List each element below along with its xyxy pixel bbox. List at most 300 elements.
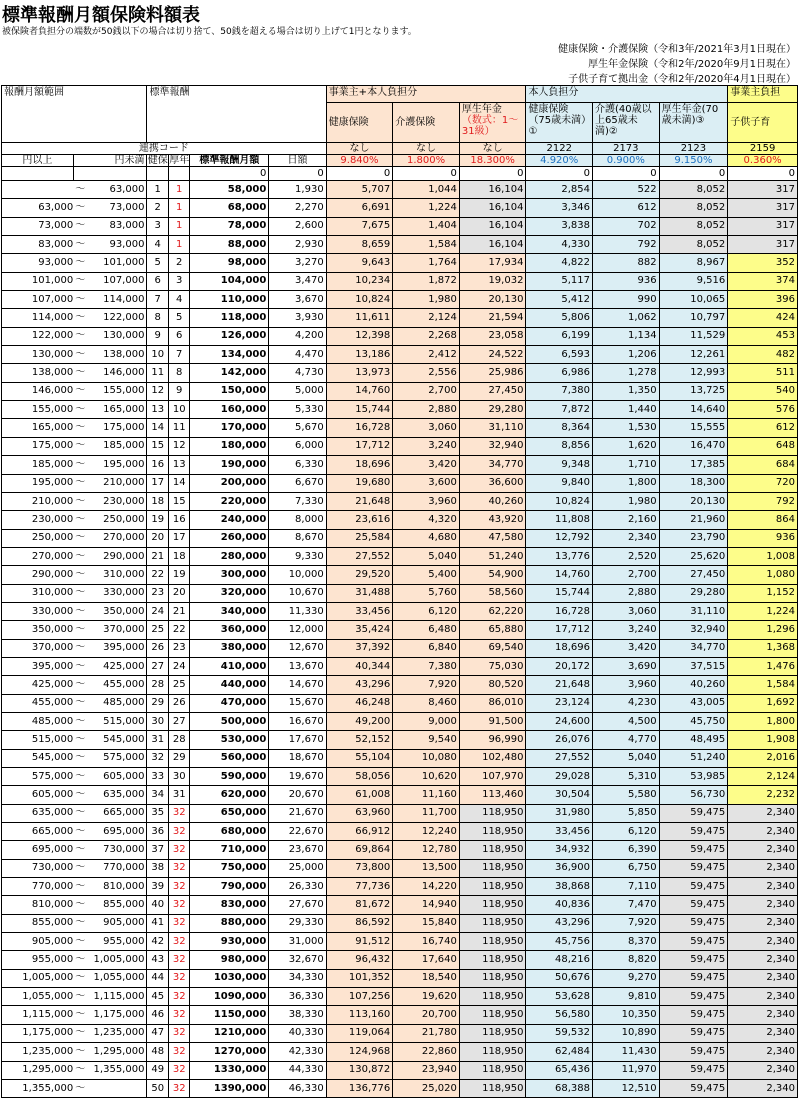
employer-child: 1,908	[728, 731, 798, 749]
daily-amount: 25,000	[269, 859, 326, 877]
standard-amount: 1210,000	[190, 1024, 269, 1042]
range-from: 515,000	[2, 731, 74, 749]
person-health: 23,124	[526, 694, 593, 712]
both-health: 58,056	[326, 768, 393, 786]
range-separator: 〜	[75, 972, 86, 984]
employer-child: 2,340	[728, 1061, 798, 1079]
range-separator: 〜	[75, 1009, 86, 1021]
both-health: 5,707	[326, 181, 393, 199]
range-to-value: 195,000	[103, 458, 145, 470]
link-code: 2173	[593, 143, 660, 155]
employer-child: 2,340	[728, 914, 798, 932]
grade-kounen: 32	[168, 914, 190, 932]
range-to	[73, 749, 147, 767]
range-from: 230,000	[2, 511, 74, 529]
daily-amount: 20,670	[269, 786, 326, 804]
person-care: 5,310	[593, 768, 660, 786]
range-from: 485,000	[2, 712, 74, 730]
person-care: 2,160	[593, 511, 660, 529]
employer-child: 2,340	[728, 1006, 798, 1024]
standard-amount: 240,000	[190, 511, 269, 529]
range-separator: 〜	[75, 660, 86, 672]
standard-amount: 280,000	[190, 547, 269, 565]
grade-kenpo: 14	[147, 419, 169, 437]
range-from: 1,005,000	[2, 969, 74, 987]
group-both-header: 事業主+本人負担分	[326, 86, 526, 103]
column-header-row	[2, 155, 798, 167]
both-pension: 31,110	[459, 419, 526, 437]
both-health: 16,728	[326, 419, 393, 437]
daily-amount: 18,670	[269, 749, 326, 767]
employer-child: 396	[728, 291, 798, 309]
grade-kounen: 22	[168, 621, 190, 639]
person-health: 15,744	[526, 584, 593, 602]
range-from: 1,115,000	[2, 1006, 74, 1024]
grade-kenpo: 12	[147, 382, 169, 400]
link-code: なし	[459, 143, 526, 155]
both-care: 7,920	[393, 676, 460, 694]
both-health: 19,680	[326, 474, 393, 492]
grade-kenpo: 29	[147, 694, 169, 712]
grade-kenpo: 19	[147, 511, 169, 529]
range-to	[73, 346, 147, 364]
person-care: 882	[593, 254, 660, 272]
standard-amount: 680,000	[190, 823, 269, 841]
person-health: 24,600	[526, 712, 593, 730]
standard-amount: 410,000	[190, 657, 269, 675]
both-care: 1,224	[393, 199, 460, 217]
range-from: 146,000	[2, 382, 74, 400]
range-to	[73, 786, 147, 804]
person-care: 3,960	[593, 676, 660, 694]
person-pension: 12,261	[659, 346, 728, 364]
standard-amount: 220,000	[190, 492, 269, 510]
range-to-value: 905,000	[103, 917, 145, 929]
daily-amount: 26,330	[269, 878, 326, 896]
standard-amount: 360,000	[190, 621, 269, 639]
table-row	[2, 878, 798, 896]
employer-child: 2,016	[728, 749, 798, 767]
standard-amount: 1390,000	[190, 1079, 269, 1097]
col-care-header: 介護保険	[393, 103, 460, 143]
standard-amount: 200,000	[190, 474, 269, 492]
range-from: 310,000	[2, 584, 74, 602]
both-health: 61,008	[326, 786, 393, 804]
standard-amount: 88,000	[190, 236, 269, 254]
person-care: 3,240	[593, 621, 660, 639]
standard-amount: 340,000	[190, 602, 269, 620]
range-to-value: 138,000	[103, 348, 145, 360]
grade-kounen: 7	[168, 346, 190, 364]
range-to	[73, 382, 147, 400]
both-care: 22,860	[393, 1043, 460, 1061]
table-row	[2, 382, 798, 400]
person-pension: 16,470	[659, 437, 728, 455]
range-from: 101,000	[2, 272, 74, 290]
range-separator: 〜	[75, 348, 86, 360]
both-care: 14,940	[393, 896, 460, 914]
person-health: 27,552	[526, 749, 593, 767]
range-separator: 〜	[75, 202, 86, 214]
range-to-value: 101,000	[103, 257, 145, 269]
employer-child: 792	[728, 492, 798, 510]
person-health: 30,504	[526, 786, 593, 804]
daily-amount: 2,600	[269, 217, 326, 235]
daily-amount: 34,330	[269, 969, 326, 987]
range-separator: 〜	[75, 715, 86, 727]
standard-amount: 650,000	[190, 804, 269, 822]
grade-kenpo: 45	[147, 988, 169, 1006]
range-to	[73, 456, 147, 474]
range-separator: 〜	[75, 330, 86, 342]
person-care: 1,440	[593, 401, 660, 419]
daily-amount: 12,000	[269, 621, 326, 639]
range-to-value: 855,000	[103, 899, 145, 911]
range-to-value: 605,000	[103, 770, 145, 782]
both-health: 81,672	[326, 896, 393, 914]
range-to	[73, 474, 147, 492]
range-to	[73, 547, 147, 565]
zero-cell: 0	[526, 167, 593, 181]
range-to	[73, 1024, 147, 1042]
grade-kenpo: 40	[147, 896, 169, 914]
person-pension: 17,385	[659, 456, 728, 474]
both-health: 11,611	[326, 309, 393, 327]
range-from: 330,000	[2, 602, 74, 620]
person-health: 10,824	[526, 492, 593, 510]
date-line-child: 子供子育て拠出金（令和2年/2020年4月1日現在）	[568, 74, 796, 85]
grade-kenpo: 46	[147, 1006, 169, 1024]
link-code-label: 連携コード	[2, 143, 327, 155]
person-health: 62,484	[526, 1043, 593, 1061]
table-row	[2, 621, 798, 639]
range-to-value: 545,000	[103, 733, 145, 745]
rate-health: 9.840%	[326, 155, 393, 167]
grade-kenpo: 2	[147, 199, 169, 217]
daily-amount: 5,000	[269, 382, 326, 400]
employer-child: 2,340	[728, 1024, 798, 1042]
range-to	[73, 1079, 147, 1097]
range-to	[73, 584, 147, 602]
standard-amount: 150,000	[190, 382, 269, 400]
standard-amount: 1150,000	[190, 1006, 269, 1024]
standard-amount: 180,000	[190, 437, 269, 455]
both-pension: 47,580	[459, 529, 526, 547]
person-care: 8,820	[593, 951, 660, 969]
range-separator: 〜	[75, 899, 86, 911]
grade-kounen: 21	[168, 602, 190, 620]
range-to	[73, 731, 147, 749]
range-from: 93,000	[2, 254, 74, 272]
standard-amount: 380,000	[190, 639, 269, 657]
grade-kounen: 32	[168, 896, 190, 914]
range-to-value: 290,000	[103, 550, 145, 562]
table-row	[2, 584, 798, 602]
person-care: 6,120	[593, 823, 660, 841]
daily-amount: 27,670	[269, 896, 326, 914]
person-care: 11,430	[593, 1043, 660, 1061]
employer-child: 317	[728, 217, 798, 235]
both-health: 14,760	[326, 382, 393, 400]
grade-kenpo: 27	[147, 657, 169, 675]
both-care: 11,700	[393, 804, 460, 822]
person-care: 1,710	[593, 456, 660, 474]
date-line-pension: 厚生年金保険（令和2年/2020年9月1日現在）	[588, 59, 796, 70]
range-to-value: 1,235,000	[93, 1027, 145, 1039]
group-employer-header: 事業主負担	[728, 86, 798, 103]
standard-amount: 1330,000	[190, 1061, 269, 1079]
rate-care: 1.800%	[393, 155, 460, 167]
header-row-1	[2, 86, 798, 103]
person-pension: 53,985	[659, 768, 728, 786]
range-to-value: 1,115,000	[93, 990, 145, 1002]
group-person-header: 本人負担分	[526, 86, 728, 103]
range-to	[73, 841, 147, 859]
grade-kenpo: 33	[147, 768, 169, 786]
both-care: 3,960	[393, 492, 460, 510]
employer-child: 1,476	[728, 657, 798, 675]
table-row	[2, 291, 798, 309]
grade-kenpo: 49	[147, 1061, 169, 1079]
grade-kounen: 32	[168, 969, 190, 987]
grade-kenpo: 36	[147, 823, 169, 841]
range-to	[73, 694, 147, 712]
employer-child: 2,340	[728, 1079, 798, 1097]
grade-kenpo: 9	[147, 327, 169, 345]
grade-kenpo: 43	[147, 951, 169, 969]
employer-child: 612	[728, 419, 798, 437]
zero-cell: 0	[459, 167, 526, 181]
grade-kenpo: 47	[147, 1024, 169, 1042]
range-separator: 〜	[75, 990, 86, 1002]
rate-p-health: 4.920%	[526, 155, 593, 167]
range-separator: 〜	[75, 807, 86, 819]
person-health: 8,364	[526, 419, 593, 437]
grade-kounen: 2	[168, 254, 190, 272]
person-pension: 59,475	[659, 969, 728, 987]
range-from: 425,000	[2, 676, 74, 694]
person-pension: 10,065	[659, 291, 728, 309]
range-to	[73, 511, 147, 529]
daily-amount: 31,000	[269, 933, 326, 951]
daily-amount: 19,670	[269, 768, 326, 786]
table-row	[2, 694, 798, 712]
standard-amount: 440,000	[190, 676, 269, 694]
both-care: 2,556	[393, 364, 460, 382]
employer-child: 936	[728, 529, 798, 547]
person-health: 48,216	[526, 951, 593, 969]
both-care: 5,040	[393, 547, 460, 565]
employer-child: 2,340	[728, 841, 798, 859]
both-care: 12,780	[393, 841, 460, 859]
person-health: 65,436	[526, 1061, 593, 1079]
daily-amount: 42,330	[269, 1043, 326, 1061]
both-health: 29,520	[326, 566, 393, 584]
both-pension: 54,900	[459, 566, 526, 584]
standard-amount: 470,000	[190, 694, 269, 712]
both-pension: 34,770	[459, 456, 526, 474]
range-to	[73, 401, 147, 419]
person-care: 1,206	[593, 346, 660, 364]
range-separator: 〜	[75, 1064, 86, 1076]
table-row	[2, 364, 798, 382]
range-to-value: 1,055,000	[93, 972, 145, 984]
grade-kounen: 32	[168, 951, 190, 969]
standard-amount: 300,000	[190, 566, 269, 584]
range-separator: 〜	[75, 880, 86, 892]
range-from: 955,000	[2, 951, 74, 969]
person-health: 5,806	[526, 309, 593, 327]
both-health: 40,344	[326, 657, 393, 675]
standard-amount: 500,000	[190, 712, 269, 730]
person-pension: 59,475	[659, 914, 728, 932]
table-row	[2, 988, 798, 1006]
daily-amount: 10,000	[269, 566, 326, 584]
grade-kenpo: 4	[147, 236, 169, 254]
person-pension: 48,495	[659, 731, 728, 749]
range-to-value: 635,000	[103, 789, 145, 801]
range-separator: 〜	[75, 954, 86, 966]
daily-amount: 32,670	[269, 951, 326, 969]
employer-child: 2,340	[728, 1043, 798, 1061]
person-pension: 20,130	[659, 492, 728, 510]
person-care: 11,970	[593, 1061, 660, 1079]
rounding-note: 被保険者負担分の端数が50銭以下の場合は切り捨て、50銭を超える場合は切り上げて1円となります。	[2, 27, 417, 37]
person-care: 612	[593, 199, 660, 217]
both-pension: 23,058	[459, 327, 526, 345]
table-row	[2, 511, 798, 529]
range-separator: 〜	[75, 183, 86, 195]
grade-kenpo: 17	[147, 474, 169, 492]
range-to	[73, 676, 147, 694]
range-to	[73, 1061, 147, 1079]
both-pension: 16,104	[459, 199, 526, 217]
range-from: 290,000	[2, 566, 74, 584]
employer-child: 317	[728, 199, 798, 217]
range-header: 報酬月額範囲	[2, 86, 147, 143]
range-to	[73, 768, 147, 786]
person-care: 6,750	[593, 859, 660, 877]
col-daily-header: 日額	[269, 155, 326, 167]
person-health: 2,854	[526, 181, 593, 199]
person-care: 7,920	[593, 914, 660, 932]
range-to-value: 122,000	[103, 312, 145, 324]
range-to	[73, 419, 147, 437]
grade-kenpo: 5	[147, 254, 169, 272]
both-pension: 96,990	[459, 731, 526, 749]
person-care: 2,700	[593, 566, 660, 584]
range-to	[73, 254, 147, 272]
standard-amount: 118,000	[190, 309, 269, 327]
both-health: 25,584	[326, 529, 393, 547]
employer-child: 2,340	[728, 823, 798, 841]
both-care: 12,240	[393, 823, 460, 841]
col-kounen-header: 厚年	[169, 154, 190, 166]
grade-kenpo: 28	[147, 676, 169, 694]
table-row	[2, 492, 798, 510]
daily-amount: 44,330	[269, 1061, 326, 1079]
range-separator: 〜	[75, 917, 86, 929]
daily-amount: 8,670	[269, 529, 326, 547]
daily-amount: 5,330	[269, 401, 326, 419]
both-health: 52,152	[326, 731, 393, 749]
person-pension: 59,475	[659, 823, 728, 841]
person-care: 4,230	[593, 694, 660, 712]
range-separator: 〜	[75, 623, 86, 635]
range-to-value: 250,000	[103, 513, 145, 525]
person-care: 2,340	[593, 529, 660, 547]
range-to	[73, 951, 147, 969]
both-care: 9,000	[393, 712, 460, 730]
person-health: 53,628	[526, 988, 593, 1006]
link-code: 2122	[526, 143, 593, 155]
person-pension: 40,260	[659, 676, 728, 694]
both-care: 1,404	[393, 217, 460, 235]
person-health: 3,838	[526, 217, 593, 235]
person-care: 10,890	[593, 1024, 660, 1042]
both-pension: 118,950	[459, 1079, 526, 1097]
zero-cell	[147, 167, 169, 181]
zero-cell: 0	[393, 167, 460, 181]
grade-kenpo: 38	[147, 859, 169, 877]
employer-child: 2,232	[728, 786, 798, 804]
both-health: 63,960	[326, 804, 393, 822]
person-pension: 21,960	[659, 511, 728, 529]
person-care: 4,500	[593, 712, 660, 730]
zero-cell	[168, 167, 190, 181]
col-pension-note: （数式：1～31級）	[461, 115, 519, 137]
daily-amount: 3,930	[269, 309, 326, 327]
grade-kenpo: 7	[147, 291, 169, 309]
both-health: 119,064	[326, 1024, 393, 1042]
range-to-value: 515,000	[103, 715, 145, 727]
range-separator: 〜	[75, 678, 86, 690]
daily-amount: 13,670	[269, 657, 326, 675]
both-pension: 86,010	[459, 694, 526, 712]
employer-child: 352	[728, 254, 798, 272]
table-row	[2, 346, 798, 364]
standard-amount: 170,000	[190, 419, 269, 437]
person-health: 7,380	[526, 382, 593, 400]
person-pension: 51,240	[659, 749, 728, 767]
range-to-value: 130,000	[103, 330, 145, 342]
range-from: 114,000	[2, 309, 74, 327]
zero-cell: 0	[269, 167, 326, 181]
grade-kounen: 1	[168, 236, 190, 254]
range-to-value: 330,000	[103, 587, 145, 599]
employer-child: 1,080	[728, 566, 798, 584]
col-pension-label: 厚生年金	[461, 104, 502, 115]
both-care: 25,020	[393, 1079, 460, 1097]
table-row	[2, 437, 798, 455]
both-health: 86,592	[326, 914, 393, 932]
range-separator: 〜	[75, 697, 86, 709]
daily-amount: 4,730	[269, 364, 326, 382]
grade-kenpo: 11	[147, 364, 169, 382]
daily-amount: 1,930	[269, 181, 326, 199]
person-health: 31,980	[526, 804, 593, 822]
grade-kounen: 12	[168, 437, 190, 455]
person-health: 4,822	[526, 254, 593, 272]
person-health: 20,172	[526, 657, 593, 675]
grade-kounen: 32	[168, 1006, 190, 1024]
range-separator: 〜	[75, 257, 86, 269]
person-pension: 59,475	[659, 1024, 728, 1042]
both-care: 6,120	[393, 602, 460, 620]
person-care: 9,810	[593, 988, 660, 1006]
range-from: 905,000	[2, 933, 74, 951]
range-to-value: 770,000	[103, 862, 145, 874]
